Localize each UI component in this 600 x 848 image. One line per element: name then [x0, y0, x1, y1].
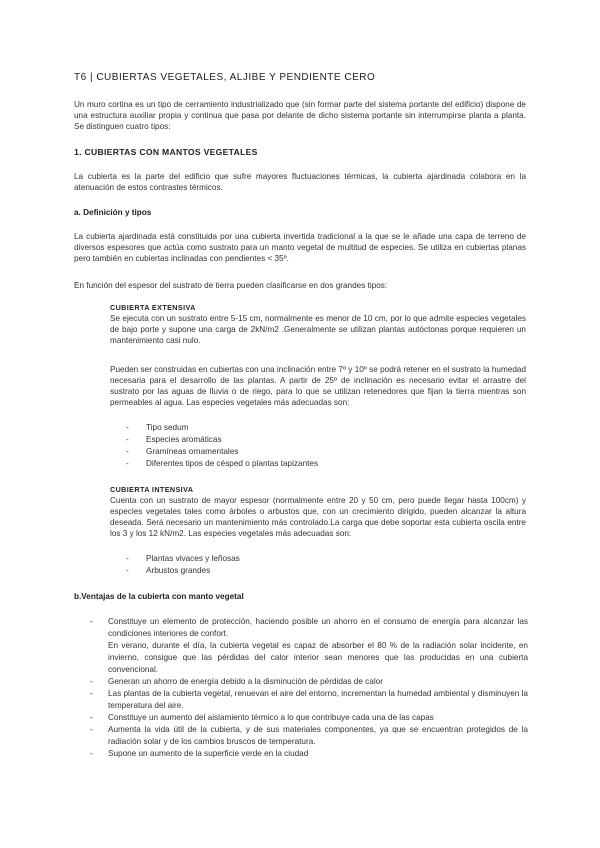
extensiva-paragraph-1: Se ejecuta con un sustrato entre 5-15 cm, normalmente es menor de 10 cm, por lo que admite especies vegetales de bajo porte y supone una carga de 2kN/m2 .Generalmente se utilizan plantas autóctonas porque requieren un mantenimiento casi nulo. — [110, 314, 526, 345]
list-item: - Tipo sedum — [146, 422, 318, 434]
list-item: - Generan un ahorro de energía debido a la disminución de pérdidas de calor — [108, 676, 528, 688]
extensiva-paragraph-2: Pueden ser construidas en cubiertas con una inclinación entre 7º y 10º se podrá retener en el sustrato la humedad necesaria para el desarrollo de las plantas. A partir de 25º de inclinación es necesario evitar el arrastre del sustrato por las aguas de lluvia o de riego, para lo que se utilizan retenedores que fijan la tierra mientras son permeables al agua. Las especies vegetales más adecuadas son: — [110, 365, 526, 407]
intensiva-heading: CUBIERTA INTENSIVA — [110, 485, 194, 494]
list-item: - Gramíneas ornamentales — [146, 446, 318, 458]
definition-paragraph: La cubierta ajardinada está constituida por una cubierta invertida tradicional a la que se le añade una capa de terreno de diversos espesores que actúa como sustrato para un manto vegetal de multitud de especies. Se utiliza en cubiertas planas pero también en cubiertas inclinadas con pendientes < 35º. — [74, 232, 526, 263]
section-paragraph: La cubierta es la parte del edificio que sufre mayores fluctuaciones térmicas, la cubierta ajardinada colabora en la atenuación de estos contrastes térmicos. — [74, 172, 526, 192]
list-item: - Diferentes tipos de césped o plantas tapizantes — [146, 458, 318, 470]
extensiva-heading: CUBIERTA EXTENSIVA — [110, 303, 196, 312]
advantage-text: Constituye un elemento de protección, haciendo posible un ahorro en el consumo de energía para alcanzar las condiciones interiores de confort. — [108, 617, 528, 638]
list-item: - Supone un aumento de la superficie verde en la ciudad — [108, 748, 528, 760]
classification-paragraph: En función del espesor del sustrato de tierra pueden clasificarse en dos grandes tipos: — [74, 281, 388, 290]
page-title: T6 | CUBIERTAS VEGETALES, ALJIBE Y PENDIENTE CERO — [74, 72, 376, 83]
extensiva-species-list — [146, 422, 318, 470]
advantages-list — [108, 616, 528, 760]
subsection-heading-definicion: a. Definición y tipos — [74, 208, 152, 217]
intensiva-species-list — [146, 553, 240, 577]
subsection-heading-ventajas: b.Ventajas de la cubierta con manto vegetal — [74, 592, 244, 601]
list-item: - Especies aromáticas — [146, 434, 318, 446]
section-heading-cubiertas: 1. CUBIERTAS CON MANTOS VEGETALES — [74, 147, 258, 157]
list-item: - Arbustos grandes — [146, 565, 240, 577]
list-item: - Constituye un aumento del aislamiento térmico a lo que contribuye cada una de las capas — [108, 712, 528, 724]
list-item: - Aumenta la vida útil de la cubierta, y de sus materiales componentes, ya que se encuentran protegidos de la radiación solar y de los cambios bruscos de temperatura. — [108, 724, 528, 748]
list-item — [108, 616, 528, 676]
intensiva-paragraph: Cuenta con un sustrato de mayor espesor (normalmente entre 20 y 50 cm, pero puede llegar hasta 100cm) y especies vegetales tales como árboles o arbustos que, con un crecimiento dirigido, pueden alcanzar la altura deseada. Será necesario un mantenimiento más controlado.La carga que debe soportar esta cubierta oscila entre los 3 y los 12 kN/m2. Las especies vegetales más adecuadas son: — [110, 496, 526, 538]
intro-paragraph: Un muro cortina es un tipo de cerramiento industrializado que (sin formar parte del sistema portante del edificio) dispone de una estructura auxiliar propia y continua que pasa por delante de dicho sistema portante sin interrumpirse planta a planta. Se distinguen cuatro tipos: — [74, 100, 526, 131]
advantage-continuation: En verano, durante el día, la cubierta vegetal es capaz de absorber el 80 % de la radiación solar incidente, en invierno, consigue que las pérdidas del calor interior sean menores que las producidas en una cubierta convencional. — [108, 641, 528, 674]
list-item: - Plantas vivaces y leñosas — [146, 553, 240, 565]
list-item: - Las plantas de la cubierta vegetal, renuevan el aire del entorno, incrementan la humedad ambiental y disminuyen la temperatura del aire. — [108, 688, 528, 712]
